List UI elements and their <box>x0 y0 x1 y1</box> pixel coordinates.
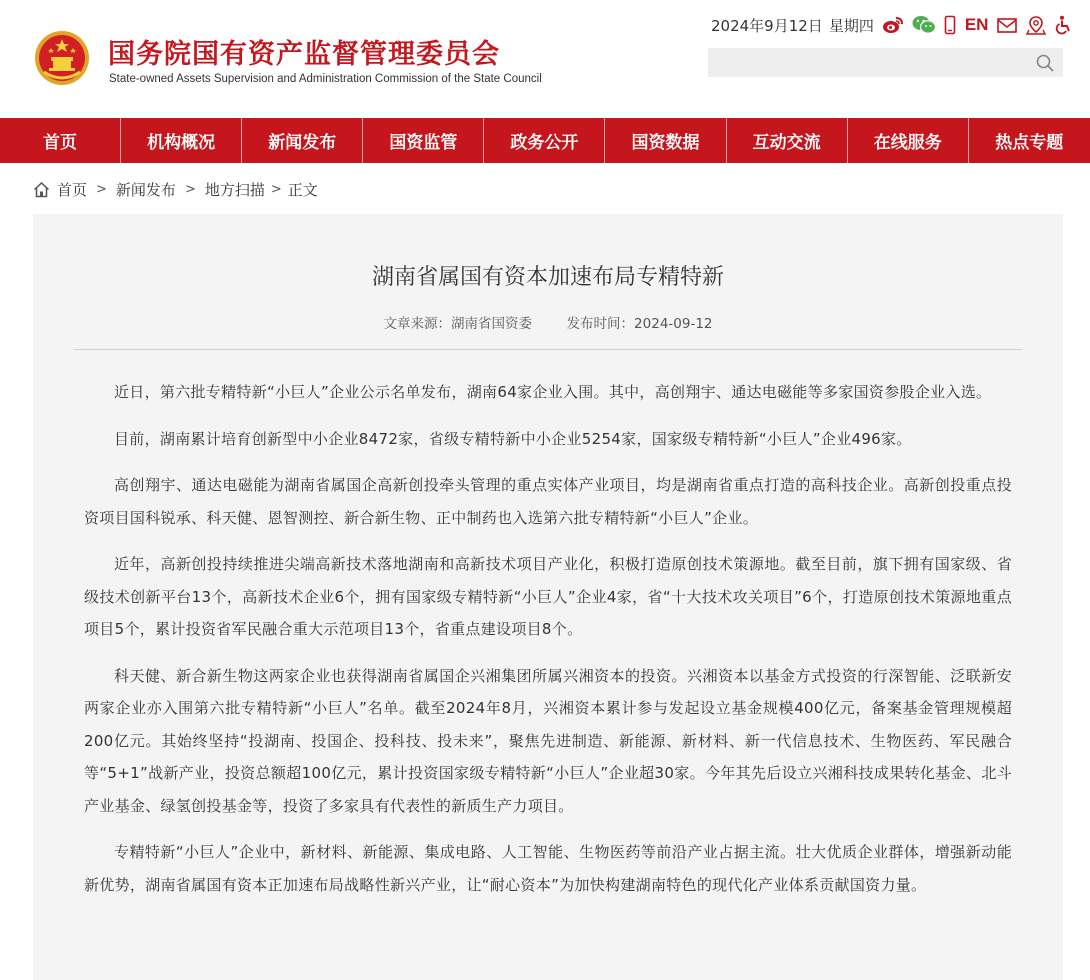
english-version-link[interactable]: EN <box>964 15 989 34</box>
breadcrumb-separator: > <box>184 181 196 197</box>
nav-item-interaction[interactable]: 互动交流 <box>727 118 848 163</box>
home-icon <box>33 181 50 198</box>
breadcrumb-separator: > <box>96 181 107 197</box>
article-meta <box>33 312 1063 332</box>
breadcrumb-news[interactable]: 新闻发布 <box>115 180 176 199</box>
title-divider <box>74 349 1022 350</box>
article-publish-time: 发布时间：2024-09-12 <box>566 316 713 332</box>
location-icon[interactable] <box>1026 15 1046 35</box>
article-body <box>84 376 1012 915</box>
article-paragraph: 目前，湖南累计培育创新型中小企业8472家，省级专精特新中小企业5254家，国家级专精特新“小巨人”企业496家。 <box>114 429 912 448</box>
mobile-icon[interactable] <box>944 15 956 35</box>
search-input[interactable] <box>716 52 1026 73</box>
breadcrumb-home[interactable]: 首页 <box>57 180 88 199</box>
article-source: 文章来源：湖南省国资委 <box>383 316 532 332</box>
search-box <box>708 48 1063 77</box>
article-paragraph: 专精特新“小巨人”企业中，新材料、新能源、集成电路、人工智能、生物医药等前沿产业占据主流。壮大优质企业群体，增强新动能新优势，湖南省属国有资本正加速布局战略性新兴产业，让“耐心资本”为加快构建湖南特色的现代化产业体系贡献国资力量。 <box>84 843 1012 894</box>
article-paragraph: 科天健、新合新生物这两家企业也获得湖南省属国企兴湘集团所属兴湘资本的投资。兴湘资本以基金方式投资的行深智能、泛联新安两家企业亦入围第六批专精特新“小巨人”名单。截至2024年8月，兴湘资本累计参与发起设立基金规模400亿元，备案基金管理规模超200亿元。其始终坚持“投湖南、投国企、投科技、投未来”，聚焦先进制造、新能源、新材料、新一代信息技术、生物医药、军民融合等“5+1”战新产业，投资总额超100亿元，累计投资国家级专精特新“小巨人”企业超30家。今年其先后设立兴湘科技成果转化基金、北斗产业基金、绿氢创投基金等，投资了多家具有代表性的新质生产力项目。 <box>84 666 1012 815</box>
site-title-english[interactable]: State-owned Assets Supervision and Administration Commission of the State Council <box>109 73 542 85</box>
accessibility-icon[interactable] <box>1054 15 1074 35</box>
nav-item-news[interactable]: 新闻发布 <box>242 118 363 163</box>
article-paragraph: 近年，高新创投持续推进尖端高新技术落地湖南和高新技术项目产业化，积极打造原创技术策源地。截至目前，旗下拥有国家级、省级技术创新平台13个，高新技术企业6个，拥有国家级专精特新“小巨人”企业4家，省“十大技术攻关项目”6个，打造原创技术策源地重点项目5个，累计投资省军民融合重大示范项目13个，省重点建设项目8个。 <box>84 555 1012 638</box>
nav-item-online-service[interactable]: 在线服务 <box>848 118 969 163</box>
search-icon[interactable] <box>1035 53 1055 73</box>
article-title: 湖南省属国有资本加速布局专精特新 <box>371 265 724 290</box>
wechat-icon[interactable] <box>912 15 936 35</box>
current-date: 2024年9月12日 <box>711 16 823 35</box>
nav-item-government-affairs[interactable]: 政务公开 <box>484 118 605 163</box>
top-toolbar <box>711 13 1074 37</box>
breadcrumb-current: 正文 <box>287 180 318 199</box>
breadcrumb <box>33 178 318 200</box>
mail-icon[interactable] <box>996 15 1018 35</box>
nav-item-topics[interactable]: 热点专题 <box>995 133 1064 153</box>
current-weekday: 星期四 <box>828 16 874 35</box>
site-title[interactable]: 国务院国有资产监督管理委员会 <box>108 39 500 70</box>
main-nav <box>0 118 1090 163</box>
site-header <box>0 0 1090 118</box>
nav-item-supervision[interactable]: 国资监管 <box>363 118 484 163</box>
national-emblem-icon[interactable] <box>34 30 90 86</box>
article-paragraph: 高创翔宇、通达电磁能为湖南省属国企高新创投牵头管理的重点实体产业项目，均是湖南省重点打造的高科技企业。高新创投重点投资项目国科锐承、科天健、恩智测控、新合新生物、正中制药也入选第六批专精特新“小巨人”企业。 <box>84 476 1012 527</box>
nav-item-organization[interactable]: 机构概况 <box>121 118 242 163</box>
article-container <box>33 214 1063 980</box>
nav-item-data[interactable]: 国资数据 <box>605 118 726 163</box>
weibo-icon[interactable] <box>882 15 904 35</box>
nav-item-home[interactable]: 首页 <box>0 118 121 163</box>
breadcrumb-local-news[interactable]: 地方扫描 <box>204 180 265 199</box>
breadcrumb-separator: > <box>270 181 282 197</box>
article-paragraph: 近日，第六批专精特新“小巨人”企业公示名单发布，湖南64家企业入围。其中，高创翔宇、通达电磁能等多家国资参股企业入选。 <box>114 383 992 401</box>
